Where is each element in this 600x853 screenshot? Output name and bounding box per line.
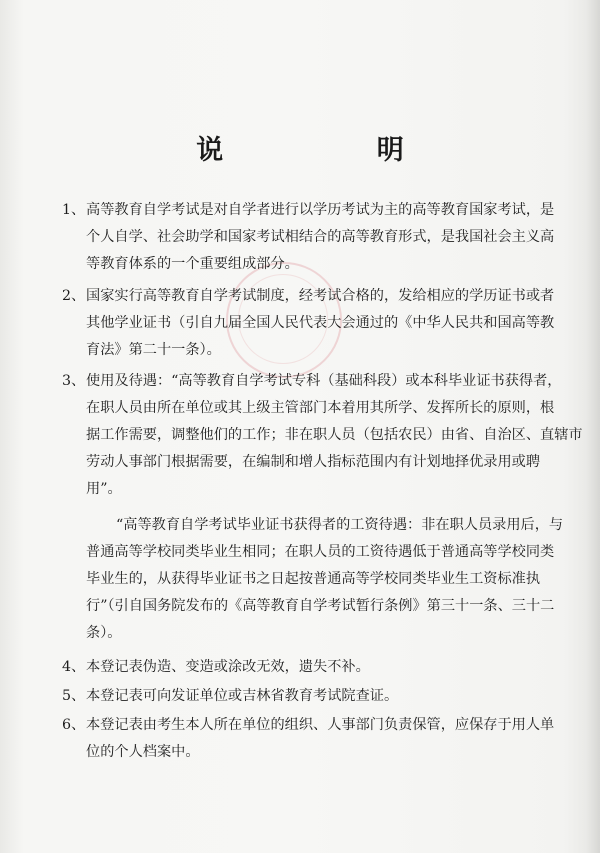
item-number: 3、 <box>62 373 86 389</box>
item-line: 本登记表由考生本人所在单位的组织、人事部门负责保管，应保存于用人单 <box>86 717 555 733</box>
quote-line: 普通高等学校同类毕业生相同；在职人员的工资待遇低于普通高等学校同类 <box>86 544 555 560</box>
item-5 <box>62 683 562 710</box>
item-line: 位的个人档案中。 <box>86 744 200 760</box>
item-line: 其他学业证书（引自九届全国人民代表大会通过的《中华人民共和国高等教 <box>86 315 555 331</box>
item-number: 6、 <box>62 717 86 733</box>
item-number: 4、 <box>62 659 86 675</box>
item-line: 本登记表可向发证单位或吉林省教育考试院查证。 <box>86 688 399 704</box>
item-line: 个人自学、社会助学和国家考试相结合的高等教育形式，是我国社会主义高 <box>86 229 555 245</box>
item-6 <box>62 712 562 766</box>
quote-line: “高等教育自学考试毕业证书获得者的工资待遇：非在职人员录用后，与 <box>116 517 564 533</box>
item-body <box>62 654 562 681</box>
item-line: 育法》第二十一条）。 <box>86 342 221 358</box>
quote-line: 毕业生的，从获得毕业证书之日起按普通高等学校同类毕业生工资标准执 <box>86 571 541 587</box>
item-line: 用”。 <box>86 481 122 497</box>
item-body <box>62 283 562 364</box>
item-line: 本登记表伪造、变造或涂改无效，遗失不补。 <box>86 659 370 675</box>
quote-line: 条）。 <box>86 625 122 641</box>
item-line: 高等教育自学考试是对自学者进行以学历考试为主的高等教育国家考试，是 <box>86 202 555 218</box>
item-number: 1、 <box>62 202 86 218</box>
item-line: 据工作需要，调整他们的工作；非在职人员（包括农民）由省、自治区、直辖市 <box>86 427 583 443</box>
item-body <box>62 368 583 503</box>
quote-paragraph <box>86 512 566 647</box>
item-line: 国家实行高等教育自学考试制度，经考试合格的，发给相应的学历证书或者 <box>86 288 555 304</box>
quote-line: 行”（引自国务院发布的《高等教育自学考试暂行条例》第三十一条、三十二 <box>86 598 555 614</box>
item-body <box>62 683 562 710</box>
item-body <box>62 197 562 278</box>
item-number: 5、 <box>62 688 86 704</box>
item-line: 在职人员由所在单位或其上级主管部门本着用其所学、发挥所长的原则，根 <box>86 400 555 416</box>
item-body <box>62 712 562 766</box>
item-2 <box>62 283 562 364</box>
page-title: 说 明 <box>196 135 476 166</box>
item-3 <box>62 368 583 503</box>
item-4 <box>62 654 562 681</box>
item-line: 使用及待遇：“高等教育自学考试专科（基础科段）或本科毕业证书获得者， <box>86 373 562 389</box>
item-number: 2、 <box>62 288 86 304</box>
item-line: 劳动人事部门根据需要，在编制和增人指标范围内有计划地择优录用或聘 <box>86 454 541 470</box>
item-1 <box>62 197 562 278</box>
item-line: 等教育体系的一个重要组成部分。 <box>86 256 299 272</box>
